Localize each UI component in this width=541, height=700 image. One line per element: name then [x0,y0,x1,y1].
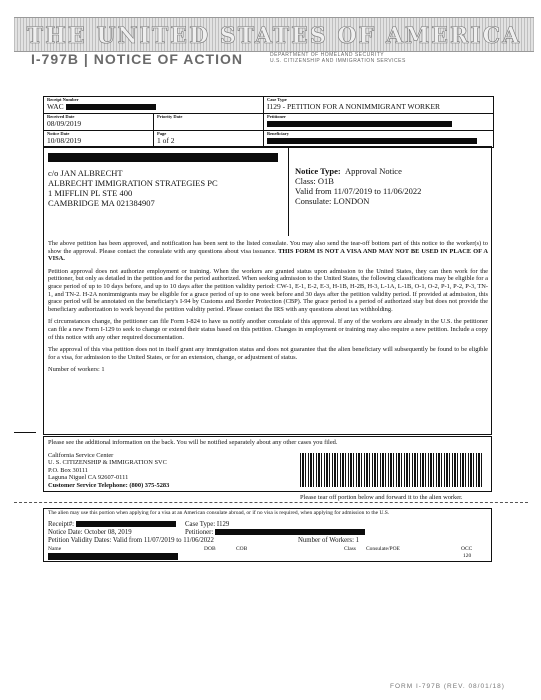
stub-workers: Number of Workers: 1 [298,537,360,544]
occ-code: 120 [463,553,472,559]
not-a-visa-warning: THIS FORM IS NOT A VISA AND MAY NOT BE USED IN PLACE OF A VISA. [48,247,488,263]
redaction-bar [66,104,156,110]
body-paragraph: If circumstances change, the petitioner can file Form I-824 to have us notify another consulate of this approval. If any of the workers are already in the U.S. the petitioner can file a new Form I-129 to seek to change or extend their status based on this petition. Changes in employment or training may also require a new petition. Include a copy of this notice with any other required documentation. [48,318,488,341]
receipt-number-cell [44,97,264,113]
banner-title: THE UNITED STATES OF AMERICA [26,23,522,49]
beneficiary-label: Beneficiary [267,131,289,136]
number-of-workers: Number of workers: 1 [48,366,105,374]
customer-service-phone: Customer Service Telephone: (800) 375-5283 [48,481,170,489]
notice-consulate: Consulate: LONDON [295,196,370,206]
priority-date-cell [154,114,264,130]
case-type-cell [264,97,493,113]
page-cell [154,131,264,147]
page-value: 1 of 2 [157,136,175,145]
stub-receipt-label: Receipt#: [48,521,75,528]
margin-line [14,432,36,433]
redaction-bar [267,138,477,144]
case-type-label: Case Type [267,97,287,102]
notice-class: Class: O1B [295,176,334,186]
agency-line1: DEPARTMENT OF HOMELAND SECURITY [270,52,385,58]
notice-valid: Valid from 11/07/2019 to 11/06/2022 [295,186,422,196]
mailing-address [48,168,218,208]
body-p1-text: The above petition has been approved, and notification has been sent to the listed consulate. You may also send the tear-off bottom part of this notice to the worker(s) to show the approval. Please contact the consulate with any questions about visa issuance. [48,240,488,255]
redaction-bar [48,553,178,560]
stub-notice-date: Notice Date: October 08, 2019 [48,529,132,536]
stub-petitioner-label: Petitioner: [185,529,214,536]
address-line2: ALBRECHT IMMIGRATION STRATEGIES PC [48,178,218,188]
redaction-bar [48,153,278,162]
tear-line [14,502,528,503]
stub-case-type: Case Type: I129 [185,521,230,528]
case-fields-grid [43,96,494,148]
center-line1: California Service Center [48,452,114,459]
additional-info-line: Please see the additional information on the back. You will be notified separately about any other cases you filed. [48,439,338,446]
received-date-cell [44,114,154,130]
stub-header: The alien may use this portion when applying for a visa at an American consulate abroad, or if no visa is required, when applying for admission to the U.S. [48,510,390,516]
center-line2: U. S. CITIZENSHIP & IMMIGRATION SVC [48,459,167,467]
page-label: Page [157,131,167,136]
center-line4: Laguna Niguel CA 92607-0111 [48,474,129,482]
col-occ: OCC [461,546,473,552]
received-date-label: Received Date [47,114,75,119]
petitioner-cell [264,114,493,130]
col-name: Name [48,546,62,552]
beneficiary-cell [264,131,493,147]
col-consulate-poe: Consulate/POE [366,546,400,552]
address-line1: c/o JAN ALBRECHT [48,168,123,178]
barcode [300,453,483,487]
agency-block [270,52,406,64]
form-title: I-797B | NOTICE OF ACTION [31,51,243,67]
notice-body [48,240,488,379]
stub-validity: Petition Validity Dates: Valid from 11/07/2019 to 11/06/2022 [48,537,214,544]
notice-date-label: Notice Date [47,131,70,136]
address-line4: CAMBRIDGE MA 021384907 [48,198,155,208]
usa-banner [14,17,534,52]
stub-middle [185,521,365,537]
receipt-number-label: Receipt Number [47,97,79,102]
col-cob: COB [236,546,248,552]
center-line3: P.O. Box 30111 [48,466,89,474]
address-line3: 1 MIFFLIN PL STE 400 [48,188,133,198]
redaction-bar [267,121,452,127]
body-paragraph: The approval of this visa petition does not in itself grant any immigration status and does not guarantee that the alien beneficiary will subsequently be found to be eligible for a visa, for admission to the United States, or for an extension, change, or adjustment of status. [48,346,488,361]
case-type-value: I129 - PETITION FOR A NONIMMIGRANT WORKER [267,102,441,111]
divider [288,146,289,236]
notice-type-value: Approval Notice [344,166,402,176]
redaction-bar [76,521,176,527]
col-class: Class [344,546,356,552]
receipt-number-value: WAC [47,102,64,111]
notice-date-cell [44,131,154,147]
petitioner-label: Petitioner [267,114,286,119]
tear-off-note: Please tear off portion below and forward it to the alien worker. [300,494,463,501]
body-paragraph: Petition approval does not authorize employment or training. When the workers are granted status upon admission to the United States, they can then work for the petitioner, but only as detailed in the petition and for the period authorized. When seeking admission to the United States, the following classifications may be eligible for a grace period of up to 10 days before, and up to 10 days after the petition validity period: CW-1, E-1, E-2, E-3, H-1B, H-2B, H-3, L-1A, L-1B, O-1, O-2, P-1, P-2, P-3, TN-1, and TN-2. H-2A nonimmigrants may be eligible for a grace period of up to one week before and 30 days after the petition validity period. If provided at admission, this grace period will be annotated on the beneficiary's I-94 by Customs and Border Protection (CBP). The grace period is a period of authorized stay but does not provide the beneficiary authorization to work beyond the petition validity period. Please contact the IRS with any questions about tax withholding. [48,267,488,313]
service-center-address [48,452,169,489]
notice-type-label: Notice Type: [295,166,341,176]
col-dob: DOB [204,546,216,552]
notice-date-value: 10/08/2019 [47,136,82,145]
body-paragraph [48,240,488,263]
redaction-bar [215,529,365,535]
priority-date-label: Priority Date [157,114,183,119]
agency-line2: U.S. CITIZENSHIP AND IMMIGRATION SERVICES [270,58,406,64]
form-footer: FORM I-797B (REV. 08/01/18) [390,683,505,690]
received-date-value: 08/09/2019 [47,119,82,128]
notice-info [295,166,421,206]
